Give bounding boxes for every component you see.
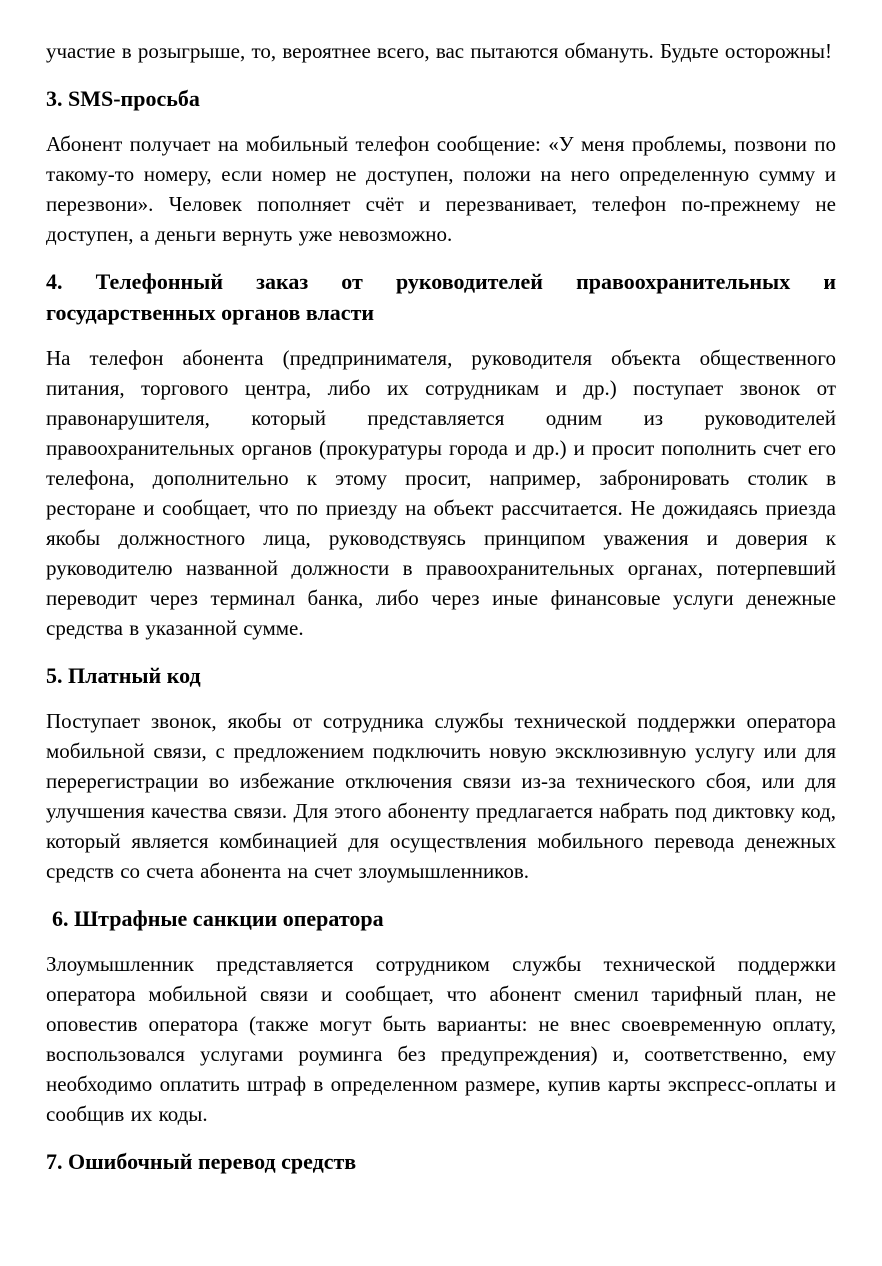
paragraph-phone-order-officials: На телефон абонента (предпринимателя, руководителя объекта общественного питания, торгового центра, либо их сотрудникам и др.) поступает звонок от правонарушителя, который представляется одним из руководителей правоохранительных органов (прокуратуры города и др.) и просит пополнить счет его телефона, дополнительно к этому просит, например, забронировать столик в ресторане и сообщает, что по приезду на объект рассчитается. Не дожидаясь приезда якобы должностного лица, руководствуясь принципом уважения и доверия к руководителю названной должности в правоохранительных органах, потерпевший переводит через терминал банка, либо через иные финансовые услуги денежные средства в указанной сумме. <box>46 346 836 640</box>
heading-phone-order-officials: 4. Телефонный заказ от руководителей правоохранительных и государственных органов власти <box>46 269 836 325</box>
paragraph-intro-continuation: участие в розыгрыше, то, вероятнее всего, вас пытаются обмануть. Будьте осторожны! <box>46 39 832 63</box>
heading-paid-code: 5. Платный код <box>46 663 201 688</box>
heading-operator-penalties: 6. Штрафные санкции оператора <box>52 906 384 931</box>
heading-sms-request: 3. SMS-просьба <box>46 86 200 111</box>
paragraph-sms-request: Абонент получает на мобильный телефон сообщение: «У меня проблемы, позвони по такому-то номеру, если номер не доступен, положи на него определенную сумму и перезвони». Человек пополняет счёт и перезванивает, телефон по-прежнему не доступен, а деньги вернуть уже невозможно. <box>46 132 836 246</box>
paragraph-operator-penalties: Злоумышленник представляется сотрудником службы технической поддержки оператора мобильной связи и сообщает, что абонент сменил тарифный план, не оповестив оператора (также могут быть варианты: не внес своевременную оплату, воспользовался услугами роуминга без предупреждения) и, соответственно, ему необходимо оплатить штраф в определенном размере, купив карты экспресс-оплаты и сообщив их коды. <box>46 952 836 1126</box>
heading-erroneous-transfer: 7. Ошибочный перевод средств <box>46 1149 357 1174</box>
paragraph-paid-code: Поступает звонок, якобы от сотрудника службы технической поддержки оператора мобильной связи, с предложением подключить новую эксклюзивную услугу или для перерегистрации во избежание отключения связи из-за технического сбоя, или для улучшения качества связи. Для этого абоненту предлагается набрать под диктовку код, который является комбинацией для осуществления мобильного перевода денежных средств со счета абонента на счет злоумышленников. <box>46 709 836 883</box>
